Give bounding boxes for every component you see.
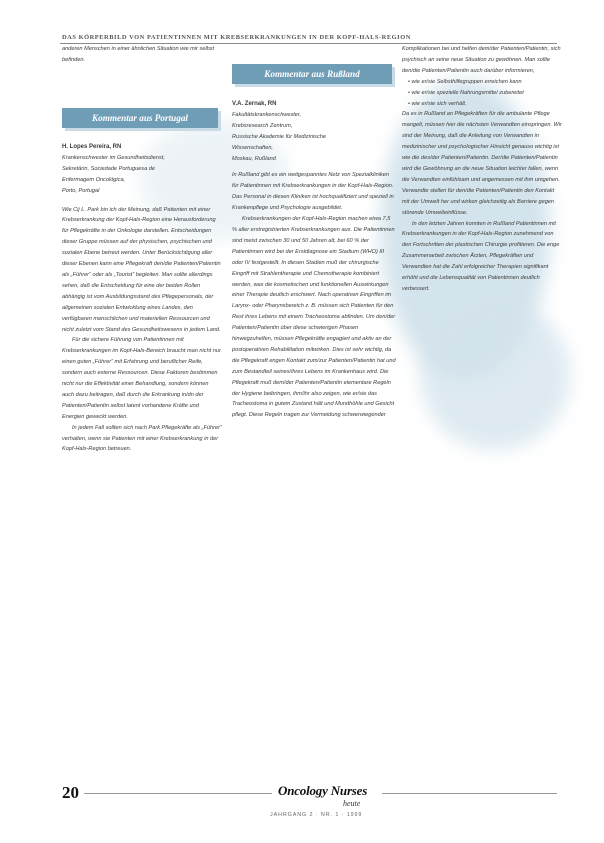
col1-intro: anderen Menschen in einer ähnlichen Situation wie mir selbst befinden. [62,46,215,63]
affiliation-line: Wissenschaften, [232,144,273,151]
page-number: 20 [62,783,79,802]
paragraph: In jedem Fall sollten sich nach Park Pflegekräfte als „Führer“ verhalten, wenn sie Patienten mit einer Krebserkrankung in der Kopf-Hals-Region betreuen. [62,424,222,453]
footer-rule-left [84,793,272,794]
background-watercolor-wash [420,300,570,450]
affiliation-line: Krankenschwester im Gesundheitsdienst, [62,154,165,161]
affiliation-line: Krebsresearch Zentrum, [232,122,293,129]
running-header: DAS KÖRPERBILD VON PATIENTINNEN MIT KREBSERKRANKUNGEN IN DER KOPF-HALS-REGION [62,34,411,41]
affiliation-line: Fakultätskrankenschwester, [232,111,302,118]
column-1-body [62,142,222,455]
bullet-item: • wie er/sie sich verhält. [402,99,562,110]
paragraph: Komplikationen bei und helfen dem/der Patienten/Patientin, sich psychisch an seine neue Situation zu gewöhnen. Man sollte den/die Patienten/Patientin auch darüber informieren, [402,46,561,74]
banner-portugal: Kommentar aus Portugal [62,108,218,128]
paragraph: Krebserkrankungen der Kopf-Hals-Region machen etwa 7,5 % aller erstregistrierten Krebserkrankungen aus. Die Patientinnen sind meist zwischen 30 und 50 Jahren alt, bei 60 % der Patientinnen wird bei der Erstdiagnose ein Stadium (WHO) III oder IV festgestellt. In diesen Stadien muß der chirurgische Eingriff mit Strahlentherapie und Chemotherapie kombiniert werden, was die kosmetischen und funktionellen Auswirkungen einer Therapie deutlich erschwert. Nach operativen Eingriffen im Larynx- oder Pharynxbereich z. B. müssen sich Patienten für den Rest ihres Lebens mit einem Tracheostoma abfinden. Um den/der Patienten/Patientin über diese schwierigen Phasen hinwegzuhelfen, müssen Pflegekräfte engagiert und aktiv an der postoperativen Rehabilitation mitwirken. Dies ist sehr wichtig, da die Pflegekraft engen Kontakt zum/zur Patienten/Patientin hat und zum Bestandteil seines/ihres Lebens im Krankenhaus wird. Die Pflegekraft muß dem/der Patienten/Patientin elementare Regeln der Hygiene beibringen, ihm/ihr also zeigen, wie er/sie das Tracheostoma in gutem Zustand hält und Mundhöhle und Gesicht pflegt. Diese Regeln tragen zur Vermeidung schwerwiegender [232,216,396,419]
journal-logo-subtitle: heute [343,799,361,808]
footer-rule-right [382,793,557,794]
paragraph: Wie Cij L. Park bin ich der Meinung, daß Patienten mit einer Krebserkrankung der Kopf-Hals-Region eine Herausforderung für Pflegekräfte in der Onkologie darstellen. Entscheidungen dieser Gruppe müssen auf der physischen, psychischen und sozialen Ebene betreut werden. Unter Berücksichtigung aller dieser Ebenen kann eine Pflegekraft den/die Patienten/Patientin als „Führer“ oder als „Tourist“ begleiten. Man sollte allerdings sehen, daß die Entscheidung für eine der beiden Rollen abhängig ist vom Ausbildungsstand des Pflegepersonals, der allgemeinen sozialen Entwicklung eines Landes, den verfügbaren menschlichen und materiellen Ressourcen und nicht zuletzt vom Stand des Gesundheitswesens in jedem Land. [62,206,221,333]
column-1 [62,44,220,66]
paragraph: Für die sichere Führung von Patientinnen mit Krebserkrankungen im Kopf-Hals-Bereich braucht man nicht nur einen guten „Führer“ mit Erfahrung und beruflicher Reife, sondern auch externe Ressourcen. Diese Faktoren bestimmen nicht nur die Effektivität einer Behandlung, sondern können auch dazu beitragen, daß durch die Erkrankung in/dn der Patienten/Patientin selbst latent vorhandene Kräfte und Energien geweckt werden. [62,337,221,420]
bullet-item: • wie er/sie Selbsthilfegruppen erreichen kann [402,77,562,88]
journal-logo: Oncology Nurses [278,783,368,798]
affiliation-line: Moskau, Rußland [232,155,276,162]
author-name: H. Lopes Pereira, RN [62,144,122,150]
paragraph: Da es in Rußland an Pflegekräften für die ambulante Pflege mangelt, müssen hier die nächsten Verwandten einspringen. Wir sind der Meinung, daß die Anleitung von Verwandten in medizinischer und psychologischer Hinsicht genauso wichtig ist wie die des/der Patienten/Patientin. Der/die Patienten/Patientin wird die Gewöhnung an die neue Situation leichter fallen, wenn die Verwandten einfühlsam und angemessen mit ihm umgehen. Verwandte stellen für den/die Patienten/Patientin den Kontakt mit der Umwelt her und wirken gleichzeitig als Barriere gegen störende Umwelteinflüsse. [402,111,562,216]
affiliation-line: Sekretärin, Sociedade Portuguesa de [62,165,155,172]
column-3-body [402,44,562,295]
affiliation-line: Russische Akademie für Medizinische [232,133,326,140]
affiliation-line: Porto, Portugal [62,187,100,194]
banner-russia: Kommentar aus Rußland [232,64,392,84]
paragraph: In Rußland gibt es ein weitgespanntes Netz von Spezialkliniken für Patientinnen mit Krebserkrankungen in der Kopf-Hals-Region. Das Personal in diesen Kliniken ist hochqualifiziert und speziell in Krankenpflege und Psychologie ausgebildet. [232,172,394,212]
bullet-item: • wie er/sie spezielle Nahrungsmittel zubereitet [402,88,562,99]
paragraph: In den letzten Jahren konnten in Rußland Patientinnen mit Krebserkrankungen in der Kopf-Hals-Region zunehmend von den Fortschritten der plastischen Chirurgie profitieren. Die enge Zusammenarbeit zwischen Ärzten, Pflegekräften und Verwandten hat die Zahl erfolgreicher Therapien signifikant erhöht und die Lebensqualität von Patientinnen deutlich verbessert. [402,220,560,292]
affiliation-line: Enfermagem Oncológica, [62,176,126,183]
author-name: V.A. Zernak, RN [232,101,277,107]
issue-info: JAHRGANG 2 · NR. 1 · 1999 [270,812,363,818]
column-2-body [232,99,396,421]
